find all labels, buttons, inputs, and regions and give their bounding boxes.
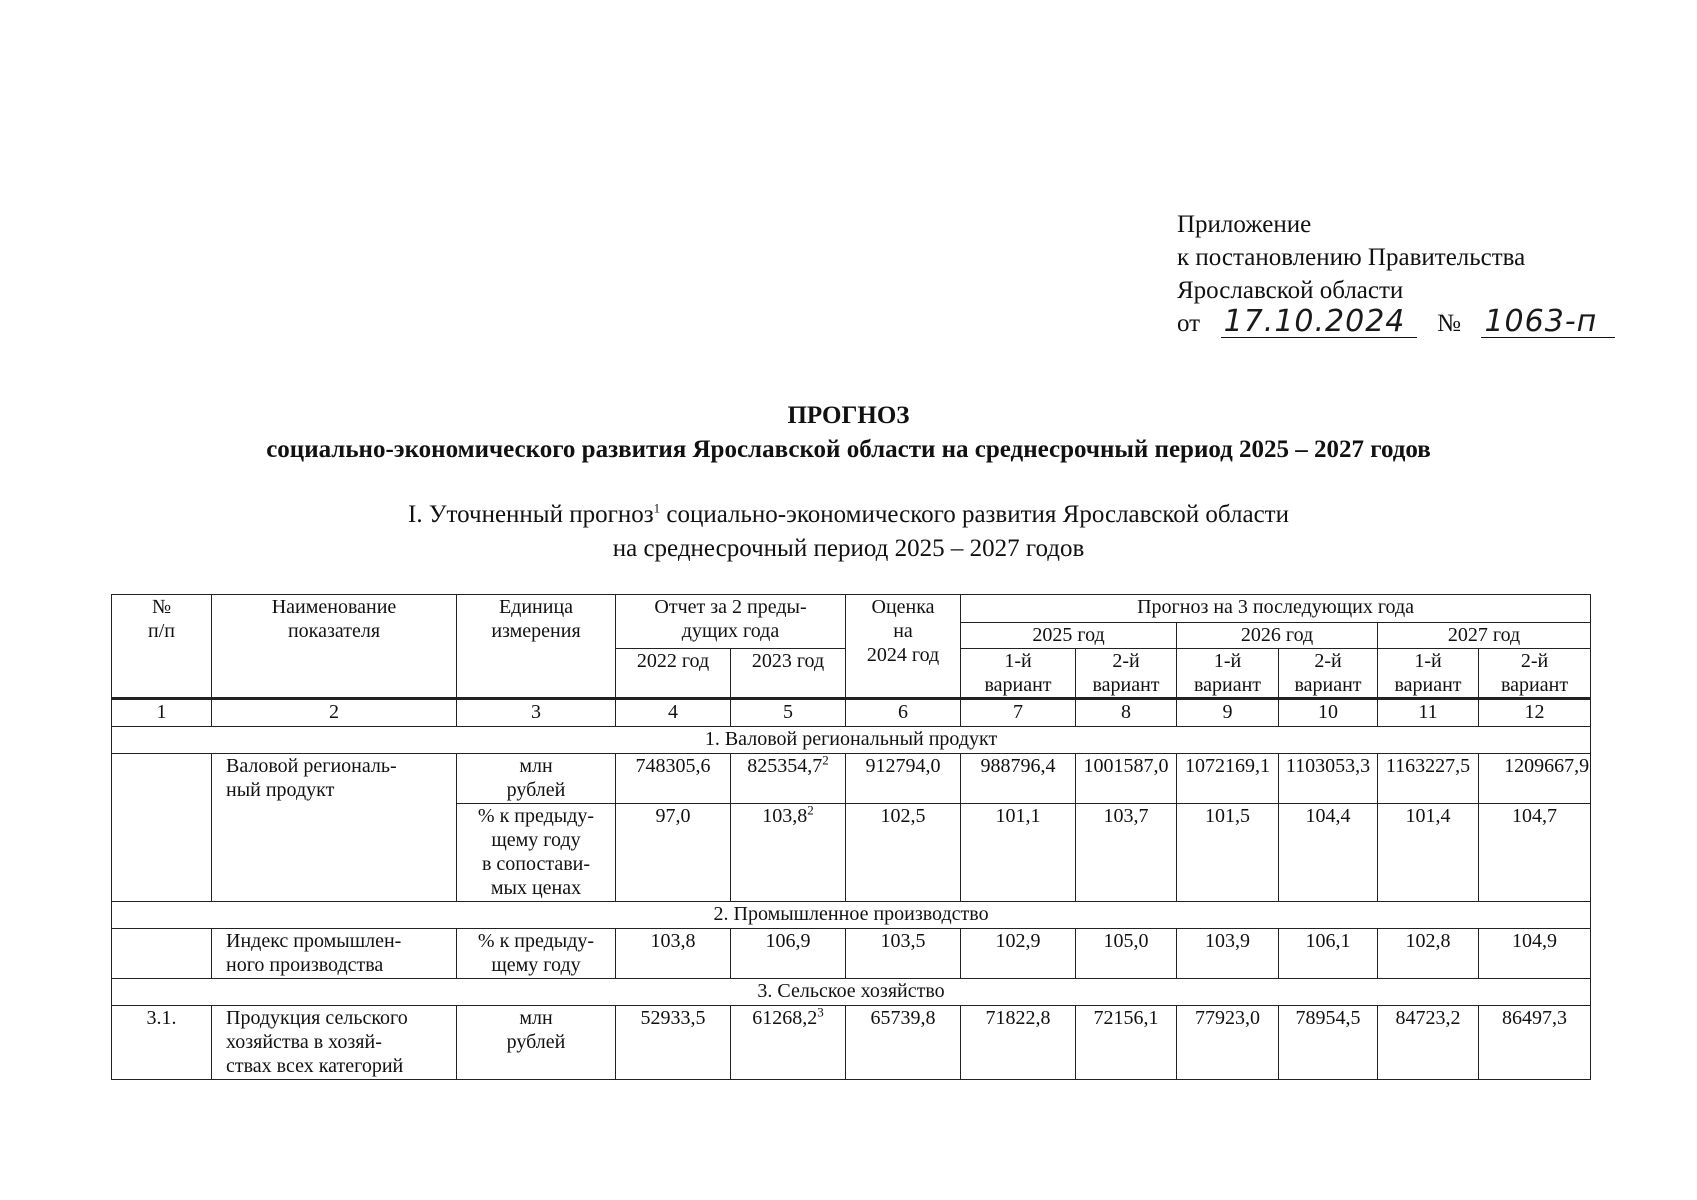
value-cell: 65739,8 (846, 1006, 961, 1080)
header-variant: 2-й вариант (1076, 649, 1177, 699)
value-cell: 77923,0 (1177, 1006, 1279, 1080)
column-number: 7 (961, 699, 1076, 727)
row-number (112, 754, 212, 902)
column-number: 8 (1076, 699, 1177, 727)
header-estimate: Оценка на 2024 год (846, 595, 961, 699)
column-number-row (112, 699, 1591, 727)
footnote-mark: 3 (817, 1005, 824, 1020)
value-cell: 104,4 (1279, 804, 1378, 902)
header-variant: 2-й вариант (1279, 649, 1378, 699)
handwritten-date: 17.10.2024 (1221, 307, 1417, 338)
row-number: 3.1. (112, 1006, 212, 1080)
value-cell: 84723,2 (1378, 1006, 1479, 1080)
value-cell: 71822,8 (961, 1006, 1076, 1080)
unit-cell: % к предыду- щему году (457, 929, 616, 979)
appendix-line-3: Ярославской области (1177, 277, 1404, 304)
value-cell: 101,4 (1378, 804, 1479, 902)
header-report: Отчет за 2 преды- дущих года (616, 595, 846, 649)
value-cell: 97,0 (616, 804, 731, 902)
section-title (0, 498, 1697, 532)
header-variant: 1-й вариант (1177, 649, 1279, 699)
section-heading: 1. Валовой региональный продукт (112, 727, 1591, 754)
value-cell: 86497,3 (1479, 1006, 1591, 1080)
header-2023: 2023 год (731, 649, 846, 699)
indicator-name: Продукция сельского хозяйства в хозяй- ствах всех категорий (212, 1006, 457, 1080)
value-cell: 102,9 (961, 929, 1076, 979)
indicator-name: Валовой региональ- ный продукт (212, 754, 457, 902)
header-unit: Единица измерения (457, 595, 616, 699)
value-cell: 748305,6 (616, 754, 731, 804)
value-cell: 103,9 (1177, 929, 1279, 979)
header-row (112, 595, 1591, 623)
value-cell: 104,9 (1479, 929, 1591, 979)
appendix-line-2: к постановлению Правительства (1177, 244, 1526, 271)
value-cell: 106,9 (731, 929, 846, 979)
column-number: 3 (457, 699, 616, 727)
date-prefix: от (1177, 310, 1201, 337)
section-row (112, 727, 1591, 754)
column-number: 11 (1378, 699, 1479, 727)
value-cell: 103,8 (616, 929, 731, 979)
value-cell: 106,1 (1279, 929, 1378, 979)
document-title: ПРОГНОЗ (787, 402, 910, 429)
column-number: 10 (1279, 699, 1378, 727)
header-2026: 2026 год (1177, 623, 1378, 649)
appendix-line-1: Приложение (1177, 211, 1312, 238)
unit-cell: млн рублей (457, 754, 616, 804)
document-title-line-2: социально-экономического развития Ярославской области на среднесрочный период 2025 – 2027 годов (266, 436, 1431, 463)
column-number: 9 (1177, 699, 1279, 727)
value-cell: 78954,5 (1279, 1006, 1378, 1080)
footnote-mark: 1 (653, 500, 661, 516)
section-title-text-cont: социально-экономического развития Ярославской области (660, 501, 1289, 528)
row-number (112, 929, 212, 979)
value-cell: 101,5 (1177, 804, 1279, 902)
value-cell: 1001587,0 (1076, 754, 1177, 804)
column-number: 6 (846, 699, 961, 727)
value-cell: 102,5 (846, 804, 961, 902)
header-forecast: Прогноз на 3 последующих года (961, 595, 1591, 623)
value-cell: 61268,2$^3$ (731, 1006, 846, 1080)
forecast-table (111, 594, 1591, 1080)
appendix-date-row (1177, 304, 1615, 340)
column-number: 12 (1479, 699, 1591, 727)
value-cell: 102,8 (1378, 929, 1479, 979)
value-cell: 101,1 (961, 804, 1076, 902)
section-row (112, 979, 1591, 1006)
value-cell: 1163227,5 (1378, 754, 1479, 804)
header-2025: 2025 год (961, 623, 1177, 649)
column-number: 4 (616, 699, 731, 727)
header-variant: 1-й вариант (1378, 649, 1479, 699)
section-heading: 3. Сельское хозяйство (112, 979, 1591, 1006)
number-prefix: № (1437, 310, 1461, 337)
column-number: 2 (212, 699, 457, 727)
header-variant: 2-й вариант (1479, 649, 1591, 699)
handwritten-number: 1063-п (1481, 307, 1615, 338)
header-2022: 2022 год (616, 649, 731, 699)
column-number: 5 (731, 699, 846, 727)
value-cell: 104,7 (1479, 804, 1591, 902)
value-cell: 1103053,3 (1279, 754, 1378, 804)
value-cell: 52933,5 (616, 1006, 731, 1080)
section-title-text: I. Уточненный прогноз (408, 501, 654, 528)
value-cell: 825354,7$^2$ (731, 754, 846, 804)
value-cell: 103,8$^2$ (731, 804, 846, 902)
section-heading: 2. Промышленное производство (112, 902, 1591, 929)
value-cell: 105,0 (1076, 929, 1177, 979)
section-row (112, 902, 1591, 929)
appendix-block (1177, 208, 1615, 340)
section-title-line-2: на среднесрочный период 2025 – 2027 годов (612, 535, 1085, 562)
footnote-mark: 2 (822, 753, 829, 768)
value-cell: 72156,1 (1076, 1006, 1177, 1080)
indicator-name: Индекс промышлен- ного производства (212, 929, 457, 979)
value-cell: 912794,0 (846, 754, 961, 804)
header-2027: 2027 год (1378, 623, 1591, 649)
value-cell: 988796,4 (961, 754, 1076, 804)
unit-cell: % к предыду- щему году в сопостави- мых ценах (457, 804, 616, 902)
value-cell: 1209667,9 (1479, 754, 1591, 804)
value-cell: 103,7 (1076, 804, 1177, 902)
table-row (112, 754, 1591, 804)
value-cell: 1072169,1 (1177, 754, 1279, 804)
header-num: № п/п (112, 595, 212, 699)
header-name: Наименование показателя (212, 595, 457, 699)
footnote-mark: 2 (807, 803, 814, 818)
table-row (112, 929, 1591, 979)
unit-cell: млн рублей (457, 1006, 616, 1080)
table-row (112, 1006, 1591, 1080)
column-number: 1 (112, 699, 212, 727)
header-variant: 1-й вариант (961, 649, 1076, 699)
value-cell: 103,5 (846, 929, 961, 979)
